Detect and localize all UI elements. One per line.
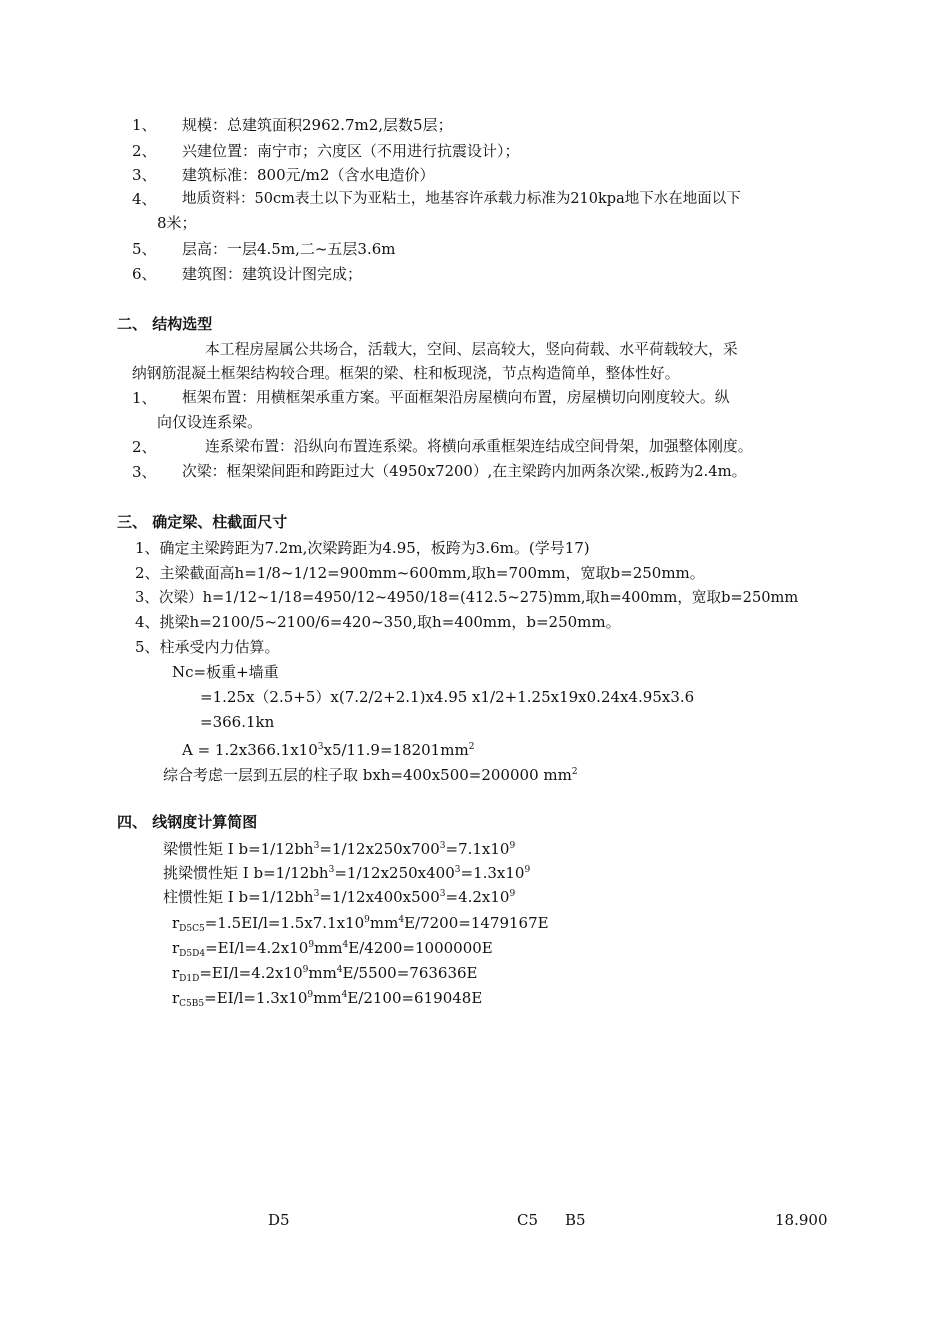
inertia-line: 挑梁惯性矩 I $b=1/12bh^3=1/12x250x400^3=1.3x10^9$ [163, 864, 531, 882]
node-label-b5: B5 [565, 1211, 586, 1229]
calc-line: =366.1kn [200, 713, 275, 731]
stiffness-line: $r_{D1D}=EI/l=4.2x10^9mm^4E/5500=763636E$ [172, 964, 478, 984]
inertia-line: 梁惯性矩 I $b=1/12bh^3=1/12x250x700^3=7.1x10^9$ [163, 840, 516, 858]
node-label-d5: D5 [268, 1211, 290, 1229]
calc-line: Nc=板重+墙重 [172, 663, 279, 681]
calc-line: 4、挑梁h=2100/5~2100/6=420~350,取h=400mm，b=250mm。 [135, 613, 621, 631]
paragraph-line: 纳钢筋混凝土框架结构较合理。框架的梁、柱和板现浇，节点构造简单，整体性好。 [132, 365, 680, 382]
section-3-heading: 三、 确定梁、柱截面尺寸 [117, 513, 288, 531]
section-4-heading: 四、 线钢度计算简图 [117, 813, 258, 831]
stiffness-line: $r_{C5B5}=EI/l=1.3x10^9mm^4E/2100=619048E$ [172, 989, 483, 1009]
calc-line: 2、主梁截面高h=1/8~1/12=900mm~600mm,取h=700mm，宽取b=250mm。 [135, 564, 705, 582]
elevation-label: 18.900 [775, 1211, 828, 1229]
section-2-heading: 二、 结构选型 [117, 315, 213, 333]
calc-line: $A = 1.2x366.1x10^3x5/11.9=18201mm^2$ [182, 741, 475, 759]
calc-line: =1.25x（2.5+5）x(7.2/2+2.1)x4.95 x1/2+1.25x19x0.24x4.95x3.6 [200, 688, 695, 706]
stiffness-line: $r_{D5C5}=1.5EI/l=1.5x7.1x10^9mm^4E/7200=1479167E$ [172, 914, 549, 934]
inertia-line: 柱惯性矩 I $b=1/12bh^3=1/12x400x500^3=4.2x10^9$ [163, 888, 516, 906]
calc-line: 1、确定主梁跨距为7.2m,次梁跨距为4.95，板跨为3.6m。(学号17) [135, 539, 590, 557]
paragraph-line: 本工程房屋属公共场合，活载大，空间、层高较大，竖向荷载、水平荷载较大，采 [205, 341, 738, 358]
stiffness-line: $r_{D5D4}=EI/l=4.2x10^9mm^4E/4200=1000000E$ [172, 939, 493, 959]
calc-line: 3、次梁）h=1/12~1/18=4950/12~4950/18=(412.5~275)mm,取h=400mm，宽取b=250mm [135, 589, 799, 606]
list-item-continuation: 8米； [157, 214, 197, 232]
list-item-continuation: 向仅设连系梁。 [157, 413, 263, 431]
calc-line: 综合考虑一层到五层的柱子取 bxh=400x500=200000 $mm^2$ [163, 766, 578, 784]
calc-line: 5、柱承受内力估算。 [135, 638, 280, 656]
node-label-c5: C5 [517, 1211, 539, 1229]
